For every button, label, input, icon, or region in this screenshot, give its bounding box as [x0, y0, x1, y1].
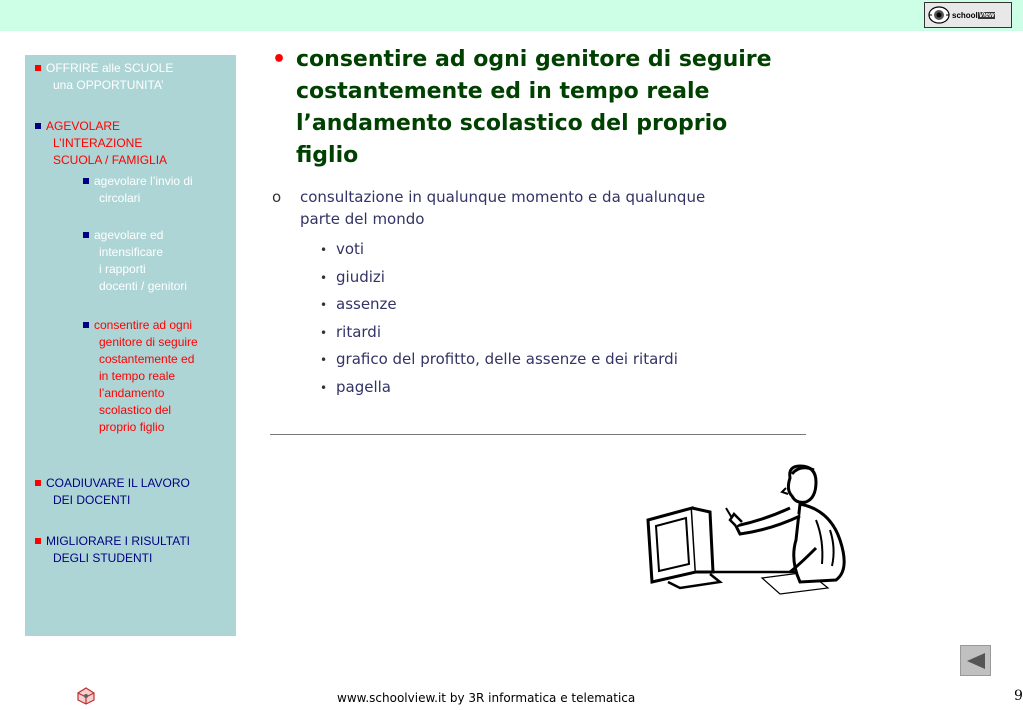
sidebar-item-label: docenti / genitori [99, 279, 188, 293]
subpoint-marker: o [272, 188, 282, 206]
heading-line: costantemente ed in tempo reale [296, 79, 710, 104]
sidebar-item-label: circolari [99, 191, 141, 205]
sidebar-item-offrire [35, 60, 173, 94]
heading-line: figlio [296, 143, 359, 168]
list-item: • pagella [320, 377, 391, 396]
sidebar-item-label: MIGLIORARE I RISULTATI [46, 534, 191, 548]
triangle-left-icon [965, 652, 987, 670]
logo-text-accent: View [978, 11, 995, 19]
sidebar-item-label: agevolare l’invio di [94, 174, 193, 188]
sidebar-item-migliorare [35, 533, 190, 567]
eye-icon [928, 5, 950, 25]
sidebar-item-label: costantemente ed [99, 352, 195, 366]
sidebar-item-label: proprio figlio [99, 420, 165, 434]
sidebar-item-label: SCUOLA / FAMIGLIA [53, 153, 168, 167]
page-number: 9 [1014, 688, 1023, 704]
list-item: • giudizi [320, 267, 385, 286]
sidebar-subitem-consentire [83, 317, 198, 436]
divider [270, 434, 806, 435]
slide-heading [272, 44, 772, 172]
sidebar-item-label: in tempo reale [99, 369, 176, 383]
subpoint-consultazione [272, 186, 705, 230]
schoolview-logo [924, 2, 1012, 28]
footer-text: www.schoolview.it by 3R informatica e telematica [337, 691, 636, 705]
sidebar-item-agevolare [35, 118, 167, 169]
previous-slide-button[interactable] [960, 645, 991, 676]
top-bar [0, 0, 1023, 31]
sidebar-item-label: una OPPORTUNITA’ [53, 78, 164, 92]
subpoint-text: parte del mondo [300, 210, 425, 228]
sidebar-subitem-rapporti [83, 227, 187, 295]
subpoint-text: consultazione in qualunque momento e da qualunque [300, 188, 706, 206]
sidebar-item-label: scolastico del [99, 403, 172, 417]
sidebar-item-label: DEGLI STUDENTI [53, 551, 153, 565]
list-item: • grafico del profitto, delle assenze e dei ritardi [320, 350, 678, 368]
heading-line: l’andamento scolastico del proprio [296, 111, 728, 136]
list-item: • ritardi [320, 322, 381, 341]
sidebar-item-label: i rapporti [99, 262, 146, 276]
list-item: • voti [320, 240, 365, 258]
sidebar-item-label: intensificare [99, 245, 164, 259]
footer-logo-icon [76, 687, 96, 710]
bullet-list [320, 236, 678, 401]
sidebar-item-label: COADIUVARE IL LAVORO [46, 476, 190, 490]
sidebar-item-label: L’INTERAZIONE [53, 136, 143, 150]
sidebar-item-label: consentire ad ogni [94, 318, 193, 332]
sidebar [25, 55, 236, 636]
sidebar-item-label: genitore di seguire [99, 335, 198, 349]
sidebar-item-label: agevolare ed [94, 228, 164, 242]
sidebar-item-label: l’andamento [99, 386, 165, 400]
list-item: • assenze [320, 295, 397, 313]
person-at-computer-illustration [640, 460, 855, 600]
logo-text: school [952, 10, 978, 20]
heading-line: consentire ad ogni genitore di seguire [296, 47, 772, 72]
sidebar-item-label: OFFRIRE alle SCUOLE [46, 61, 174, 75]
sidebar-subitem-circolari [83, 173, 193, 207]
sidebar-item-label: AGEVOLARE [46, 119, 121, 133]
sidebar-item-label: DEI DOCENTI [53, 493, 131, 507]
sidebar-item-coadiuvare [35, 475, 190, 509]
heading-bullet: • [272, 47, 287, 72]
